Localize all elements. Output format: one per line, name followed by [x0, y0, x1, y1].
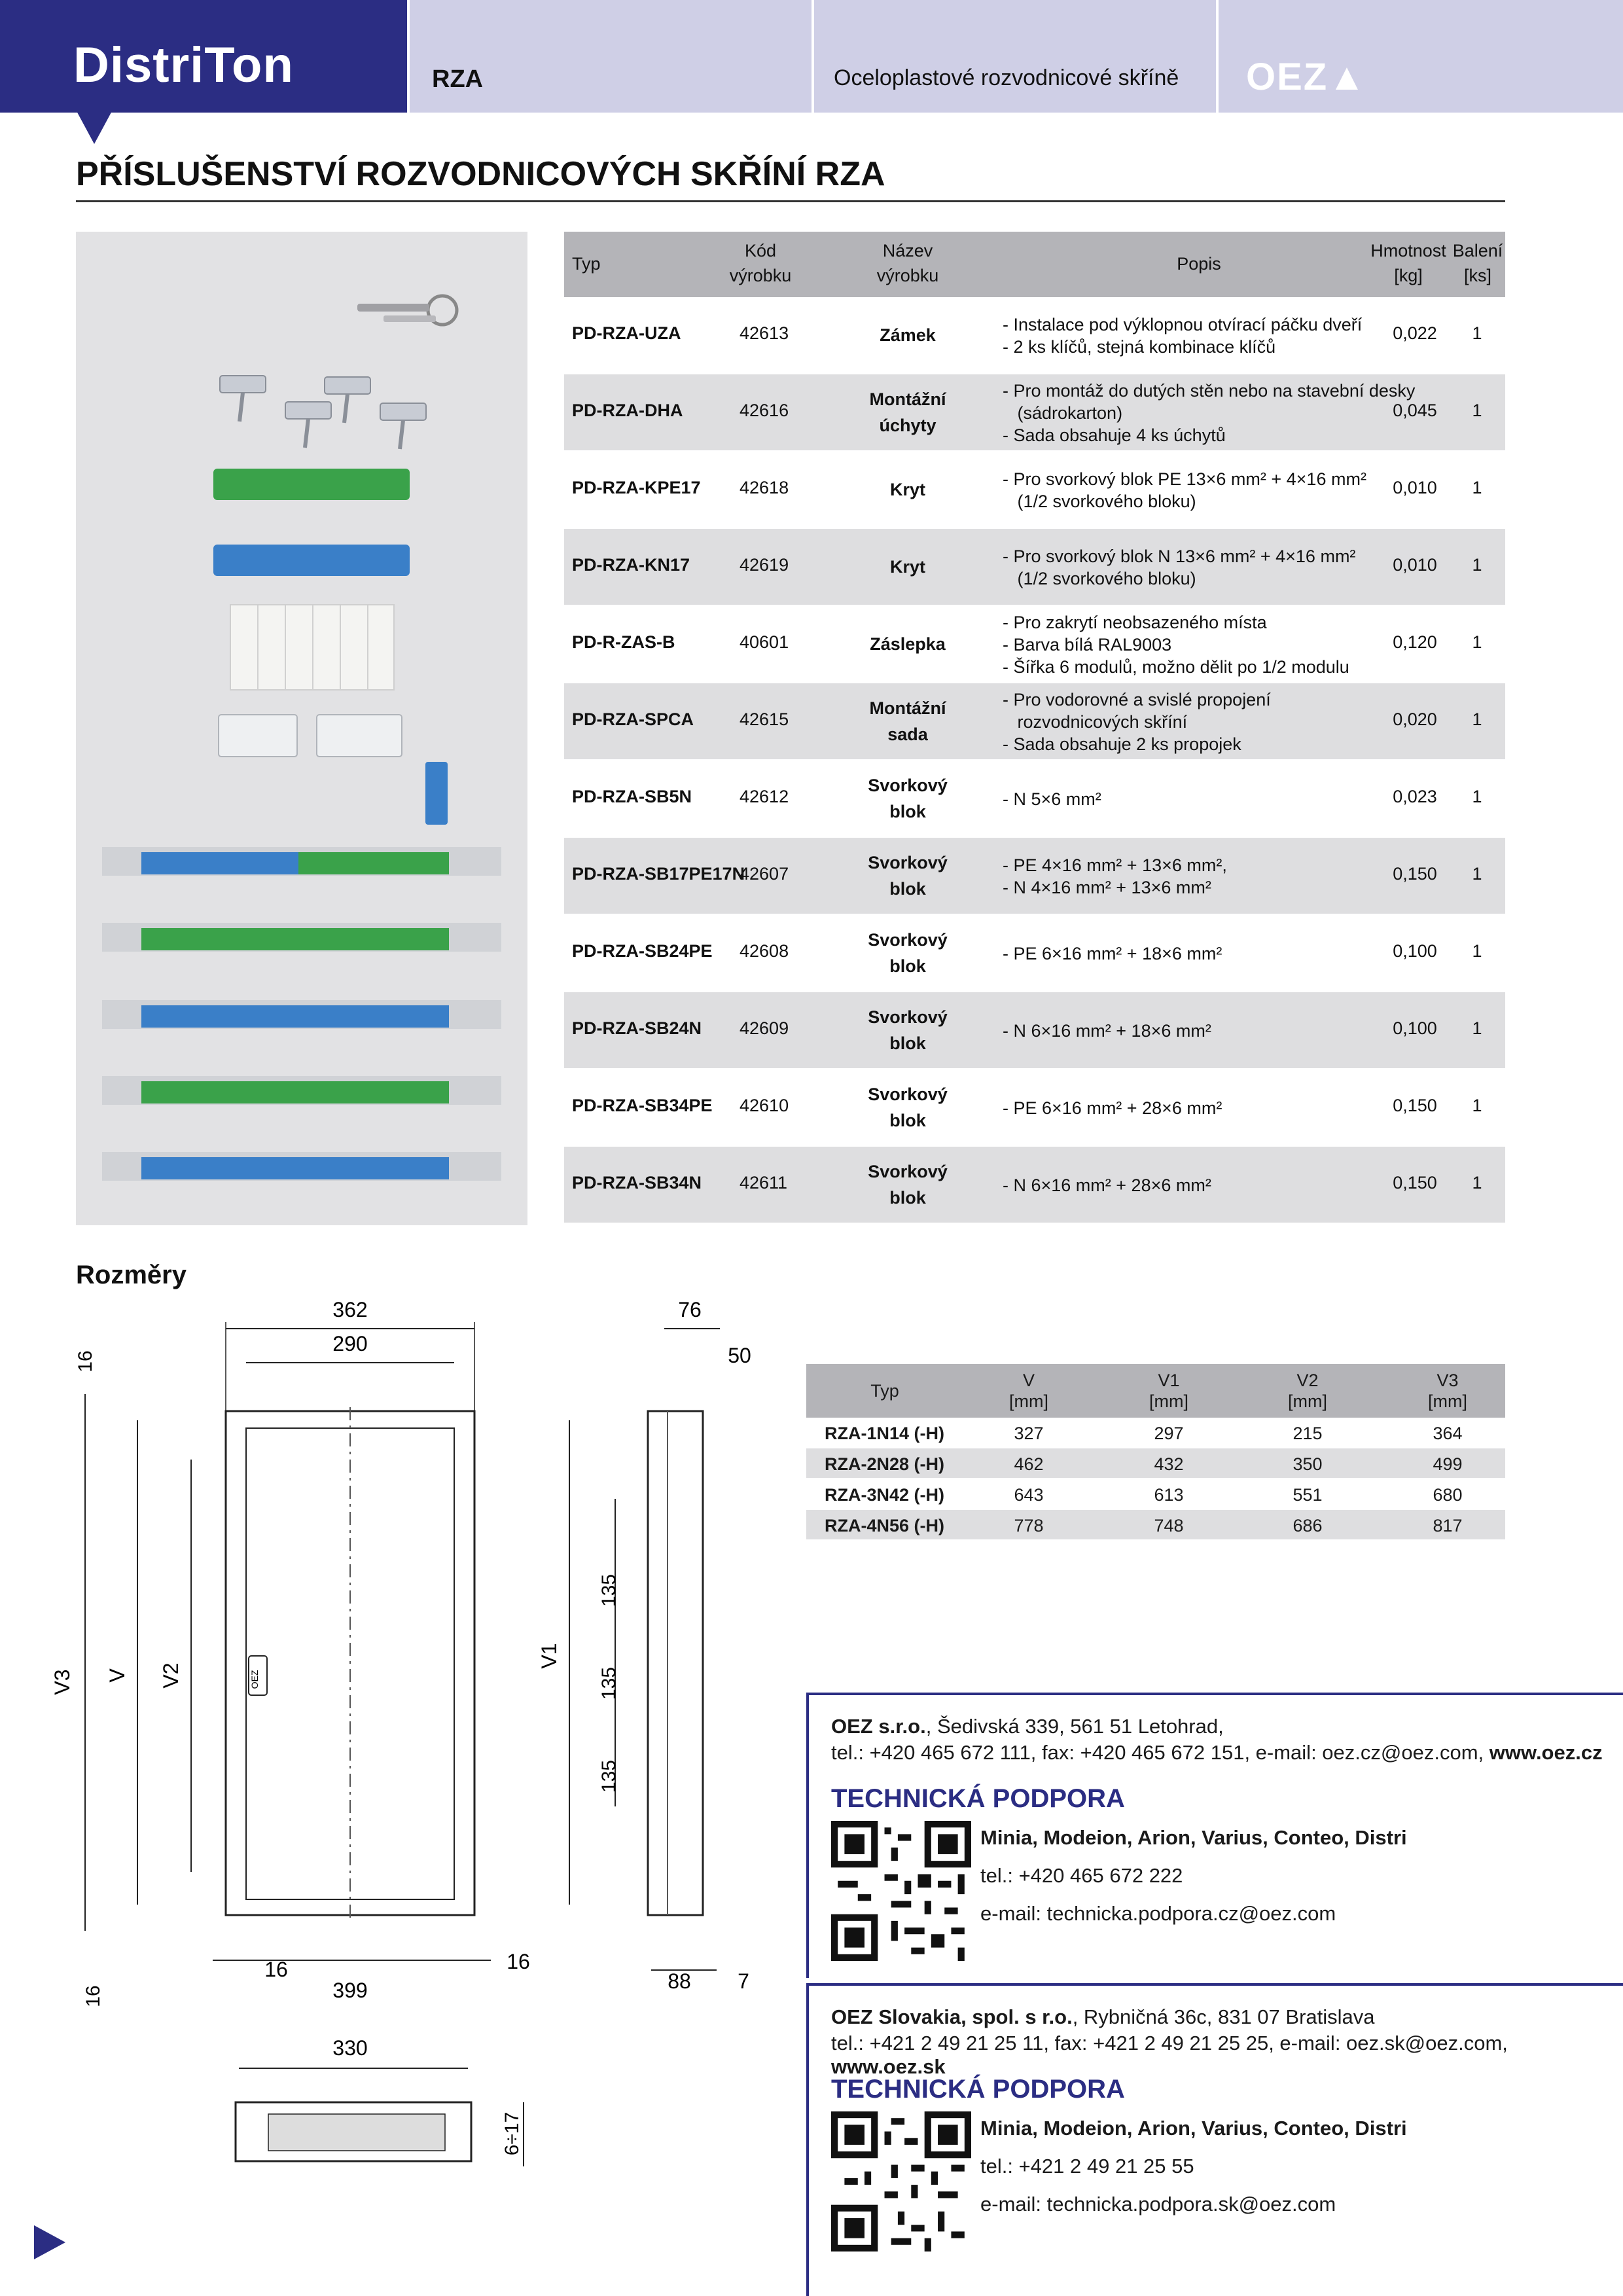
cell-kod: 40601 [740, 632, 789, 652]
header-series [410, 0, 812, 113]
cell-typ: PD-RZA-SB5N [572, 787, 692, 806]
popis-line: - Pro svorkový blok PE 13×6 mm² + 4×16 mm² [1003, 469, 1366, 489]
dimensions-table-header [806, 1364, 1505, 1418]
sk-contact-line: tel.: +421 2 49 21 25 11, fax: +421 2 49 21 25 25, e-mail: oez.sk@oez.com, [831, 2032, 1508, 2054]
dcol-v2: V2 [1296, 1371, 1319, 1390]
nazev-line: blok [889, 1033, 926, 1053]
table-row [564, 1147, 1505, 1224]
nazev-line: Svorkový [868, 1007, 948, 1027]
sk-address: , Rybničná 36c, 831 07 Bratislava [1072, 2005, 1375, 2028]
cell-typ: PD-RZA-SPCA [572, 709, 694, 729]
popis-line: - Sada obsahuje 2 ks propojek [1003, 734, 1241, 754]
dim-16-bottom: 16 [82, 1985, 104, 2007]
n5-block-icon [425, 762, 448, 825]
dim-cell-v: 643 [1014, 1485, 1044, 1505]
sk-support-email[interactable]: e-mail: technicka.podpora.sk@oez.com [980, 2193, 1336, 2215]
terminal-block-34pe-icon [102, 1076, 501, 1105]
cell-nazev [813, 476, 1003, 503]
table-row [564, 992, 1505, 1069]
dim-cell-v3: 817 [1433, 1516, 1463, 1535]
cell-typ: PD-RZA-SB34N [572, 1173, 702, 1193]
cz-web-link[interactable]: www.oez.cz [1489, 1741, 1603, 1764]
popis-line: - PE 6×16 mm² + 28×6 mm² [1003, 1098, 1222, 1118]
col-typ: Typ [572, 254, 601, 274]
cell-hmotnost: 0,023 [1393, 787, 1437, 806]
nazev-line: sada [887, 725, 928, 744]
cell-hmotnost: 0,100 [1393, 941, 1437, 961]
cell-baleni: 1 [1472, 941, 1482, 961]
cell-kod: 42610 [740, 1096, 789, 1115]
dcol-v: V [1022, 1371, 1035, 1390]
terminal-block-34n-icon [102, 1152, 501, 1181]
dcol-v3: V3 [1436, 1371, 1459, 1390]
dim-cell-v: 462 [1014, 1454, 1044, 1474]
cell-hmotnost: 0,150 [1393, 1173, 1437, 1193]
cell-typ: PD-RZA-DHA [572, 401, 683, 420]
cell-hmotnost: 0,010 [1393, 478, 1437, 497]
cell-popis [1003, 611, 1395, 678]
cell-baleni: 1 [1472, 478, 1482, 497]
cell-popis [1003, 1174, 1395, 1196]
nazev-line: Kryt [889, 557, 925, 577]
key-icon [357, 296, 457, 325]
popis-line: - 2 ks klíčů, stejná kombinace klíčů [1003, 337, 1276, 357]
popis-line: - Pro zakrytí neobsazeného místa [1003, 613, 1267, 632]
dim-135-b: 135 [598, 1666, 620, 1700]
popis-line: - Pro vodorovné a svislé propojení [1003, 690, 1271, 709]
cell-baleni: 1 [1472, 709, 1482, 729]
dcol-typ: Typ [870, 1381, 899, 1401]
popis-line: - Pro svorkový blok N 13×6 mm² + 4×16 mm² [1003, 547, 1356, 566]
dim-6-17: 6÷17 [501, 2111, 523, 2156]
product-photos [76, 232, 527, 1225]
mounting-clip-icon [220, 376, 426, 449]
cell-nazev [813, 386, 1003, 439]
dim-v: V [105, 1668, 129, 1683]
table-row [806, 1510, 1505, 1541]
cz-address: , Šedivská 339, 561 51 Letohrad, [925, 1715, 1224, 1738]
header-logo [1219, 0, 1623, 113]
cell-typ: PD-RZA-UZA [572, 323, 681, 343]
sk-company: OEZ Slovakia, spol. s r.o. [831, 2005, 1073, 2028]
cell-nazev [813, 554, 1003, 580]
popis-line: rozvodnicových skříní [1003, 712, 1188, 732]
cell-popis [1003, 854, 1395, 899]
series-label: RZA [432, 65, 484, 93]
qr-code-icon[interactable] [831, 1821, 971, 1961]
popis-line: - N 6×16 mm² + 18×6 mm² [1003, 1021, 1211, 1041]
dim-cell-typ: RZA-4N56 (-H) [825, 1516, 945, 1535]
cz-company: OEZ s.r.o. [831, 1715, 926, 1738]
cell-kod: 42616 [740, 401, 789, 420]
cell-baleni: 1 [1472, 1173, 1482, 1193]
dim-16-top: 16 [75, 1350, 96, 1372]
dim-76: 76 [678, 1298, 702, 1321]
dim-cell-v3: 499 [1433, 1454, 1463, 1474]
cell-typ: PD-RZA-KN17 [572, 555, 690, 575]
nazev-line: Záslepka [870, 634, 946, 654]
cell-kod: 42615 [740, 709, 789, 729]
cell-hmotnost: 0,120 [1393, 632, 1437, 652]
dim-cell-v3: 680 [1433, 1485, 1463, 1505]
col-nazev: Název výrobku [876, 241, 939, 285]
terminal-block-24pe-icon [102, 923, 501, 952]
popis-line: (1/2 svorkového bloku) [1003, 569, 1196, 588]
dim-330: 330 [332, 2036, 368, 2060]
dim-cell-v2: 215 [1293, 1424, 1323, 1443]
col-hmotnost: Hmotnost [kg] [1370, 241, 1446, 285]
popis-line: - PE 6×16 mm² + 18×6 mm² [1003, 944, 1222, 963]
cell-kod: 42613 [740, 323, 789, 343]
dcol-v1: V1 [1158, 1371, 1180, 1390]
terminal-block-24n-icon [102, 1000, 501, 1029]
nazev-line: Montážní [869, 698, 946, 718]
cell-baleni: 1 [1472, 864, 1482, 884]
accessories-table-header [564, 232, 1505, 297]
product-photos-illustration [76, 232, 527, 1225]
header-brand [0, 0, 407, 113]
cell-hmotnost: 0,150 [1393, 864, 1437, 884]
dim-cell-typ: RZA-1N14 (-H) [825, 1424, 945, 1443]
cell-kod: 42618 [740, 478, 789, 497]
dim-cell-typ: RZA-3N42 (-H) [825, 1485, 945, 1505]
table-row [806, 1479, 1505, 1510]
cell-popis [1003, 545, 1395, 590]
subtitle-label: Oceloplastové rozvodnicové skříně [834, 65, 1179, 90]
cz-support-title: TECHNICKÁ PODPORA [831, 1784, 1125, 1813]
popis-line: - Pro montáž do dutých stěn nebo na stavební desky [1003, 381, 1416, 401]
dim-v1: V1 [537, 1643, 561, 1669]
cell-typ: PD-RZA-KPE17 [572, 478, 701, 497]
dimension-drawing [39, 1283, 785, 2225]
n-cover-icon [213, 545, 410, 576]
nazev-line: blok [889, 802, 926, 821]
cell-hmotnost: 0,045 [1393, 401, 1437, 420]
dim-16-right: 16 [507, 1950, 530, 1973]
dimensions-rows [806, 1418, 1505, 1541]
cell-typ: PD-RZA-SB17PE17N [572, 864, 745, 884]
popis-line: - N 5×6 mm² [1003, 789, 1101, 809]
nazev-line: Zámek [880, 325, 936, 345]
cell-baleni: 1 [1472, 1096, 1482, 1115]
cell-nazev [813, 772, 1003, 825]
sk-support-title: TECHNICKÁ PODPORA [831, 2075, 1125, 2104]
table-row [564, 374, 1505, 452]
cell-nazev [813, 1004, 1003, 1056]
oez-logo: OEZ▲ [1246, 56, 1367, 98]
cell-nazev [813, 1081, 1003, 1134]
cell-popis [1003, 314, 1395, 358]
nazev-line: Montážní [869, 389, 946, 409]
popis-line: - N 4×16 mm² + 13×6 mm² [1003, 878, 1211, 897]
nazev-line: Svorkový [868, 1162, 948, 1181]
popis-line: - Sada obsahuje 4 ks úchytů [1003, 425, 1226, 445]
cell-nazev [813, 322, 1003, 348]
nazev-line: blok [889, 879, 926, 899]
cell-popis [1003, 689, 1395, 755]
cell-popis [1003, 788, 1395, 810]
popis-line: - N 6×16 mm² + 28×6 mm² [1003, 1175, 1211, 1195]
cell-typ: PD-RZA-SB34PE [572, 1096, 713, 1115]
dim-7: 7 [738, 1969, 749, 1993]
dim-cell-v1: 297 [1154, 1424, 1184, 1443]
dim-cell-v2: 551 [1293, 1485, 1323, 1505]
cell-nazev [813, 1158, 1003, 1211]
dcol-v3-unit: [mm] [1428, 1391, 1467, 1411]
table-row [564, 1069, 1505, 1147]
nazev-line: blok [889, 1111, 926, 1130]
accessories-table [564, 232, 1505, 1224]
cell-baleni: 1 [1472, 323, 1482, 343]
dcol-v2-unit: [mm] [1288, 1391, 1327, 1411]
cell-nazev [813, 850, 1003, 902]
contact-cz [806, 1693, 1623, 1978]
popis-line: - PE 4×16 mm² + 13×6 mm², [1003, 855, 1227, 875]
popis-line: - Barva bílá RAL9003 [1003, 635, 1172, 655]
nazev-line: blok [889, 956, 926, 976]
table-row [564, 606, 1505, 683]
cell-nazev [813, 631, 1003, 657]
nazev-line: blok [889, 1188, 926, 1208]
dim-362: 362 [332, 1298, 368, 1321]
col-baleni: Balení [ks] [1452, 241, 1503, 285]
cell-typ: PD-RZA-SB24PE [572, 941, 713, 961]
nazev-line: Kryt [889, 480, 925, 499]
nazev-line: Svorkový [868, 930, 948, 950]
col-popis: Popis [1177, 254, 1221, 274]
cell-popis [1003, 942, 1395, 965]
sk-web-link[interactable]: www.oez.sk [831, 2055, 946, 2078]
dim-cell-v1: 613 [1154, 1485, 1184, 1505]
table-row [564, 761, 1505, 838]
dim-50: 50 [728, 1344, 751, 1367]
table-row [564, 452, 1505, 529]
popis-line: - Šířka 6 modulů, možno dělit po 1/2 modulu [1003, 657, 1349, 677]
table-row [564, 915, 1505, 992]
cell-baleni: 1 [1472, 555, 1482, 575]
dim-cell-typ: RZA-2N28 (-H) [825, 1454, 945, 1474]
cell-nazev [813, 695, 1003, 747]
table-row [806, 1418, 1505, 1448]
dcol-v1-unit: [mm] [1149, 1391, 1188, 1411]
cell-kod: 42609 [740, 1018, 789, 1038]
dim-cell-v2: 350 [1293, 1454, 1323, 1474]
cell-hmotnost: 0,010 [1393, 555, 1437, 575]
popis-line: - Instalace pod výklopnou otvírací páčku dveří [1003, 315, 1363, 334]
popis-line: (sádrokarton) [1003, 403, 1123, 423]
page-title: PŘÍSLUŠENSTVÍ ROZVODNICOVÝCH SKŘÍNÍ RZA [76, 155, 885, 193]
contact-sk [806, 1983, 1623, 2296]
side-view [648, 1411, 703, 1915]
dim-cell-v: 327 [1014, 1424, 1044, 1443]
brand-name: DistriTon [73, 37, 294, 93]
cell-baleni: 1 [1472, 632, 1482, 652]
dim-cell-v1: 748 [1154, 1516, 1184, 1535]
cell-baleni: 1 [1472, 1018, 1482, 1038]
cz-support-email[interactable]: e-mail: technicka.podpora.cz@oez.com [980, 1902, 1336, 1925]
cell-popis [1003, 1020, 1395, 1042]
title-divider [76, 200, 1505, 202]
dim-135-a: 135 [598, 1573, 620, 1607]
popis-line: (1/2 svorkového bloku) [1003, 492, 1196, 511]
cell-kod: 42611 [740, 1173, 788, 1193]
dim-399: 399 [332, 1979, 368, 2002]
cell-popis [1003, 1097, 1395, 1119]
dim-290: 290 [332, 1332, 368, 1355]
col-kod: Kód výrobku [729, 241, 792, 285]
dimensions-table [806, 1364, 1505, 1541]
accessories-rows [564, 297, 1505, 1224]
page-corner-triangle-icon [34, 2225, 65, 2259]
cell-typ: PD-RZA-SB24N [572, 1018, 702, 1038]
nazev-line: Svorkový [868, 853, 948, 872]
dim-16-left: 16 [264, 1958, 288, 1981]
dim-v2: V2 [159, 1662, 183, 1689]
cell-hmotnost: 0,150 [1393, 1096, 1437, 1115]
table-row [564, 838, 1505, 915]
sk-support-tel[interactable]: tel.: +421 2 49 21 25 55 [980, 2155, 1194, 2178]
table-row [806, 1448, 1505, 1479]
nazev-line: Svorkový [868, 776, 948, 795]
connector-set-icon [219, 715, 402, 757]
nazev-line: úchyty [879, 416, 936, 435]
dim-88: 88 [668, 1969, 691, 1993]
cell-baleni: 1 [1472, 787, 1482, 806]
cell-typ: PD-R-ZAS-B [572, 632, 675, 652]
pe-cover-icon [213, 469, 410, 500]
qr-code-icon[interactable] [831, 2111, 971, 2251]
table-row [564, 529, 1505, 606]
dim-cell-v1: 432 [1154, 1454, 1184, 1474]
table-row [564, 683, 1505, 761]
table-row [564, 297, 1505, 374]
cz-contact-line: tel.: +420 465 672 111, fax: +420 465 672 151, e-mail: oez.cz@oez.com, [831, 1741, 1489, 1764]
cell-baleni: 1 [1472, 401, 1482, 420]
dim-135-c: 135 [598, 1759, 620, 1793]
dimensions-title: Rozměry [76, 1261, 187, 1289]
cell-nazev [813, 927, 1003, 979]
cz-support-products: Minia, Modeion, Arion, Varius, Conteo, Distri [980, 1826, 1407, 1849]
cell-popis [1003, 468, 1395, 512]
terminal-block-17pe17n-icon [102, 847, 501, 876]
cz-support-tel[interactable]: tel.: +420 465 672 222 [980, 1864, 1183, 1887]
dim-cell-v2: 686 [1293, 1516, 1323, 1535]
dcol-v-unit: [mm] [1009, 1391, 1048, 1411]
dim-cell-v3: 364 [1433, 1424, 1463, 1443]
nazev-line: Svorkový [868, 1085, 948, 1104]
cell-kod: 42619 [740, 555, 789, 575]
cell-hmotnost: 0,020 [1393, 709, 1437, 729]
dim-cell-v: 778 [1014, 1516, 1044, 1535]
dim-v3: V3 [50, 1669, 74, 1695]
cell-kod: 42612 [740, 787, 789, 806]
sk-support-products: Minia, Modeion, Arion, Varius, Conteo, Distri [980, 2117, 1407, 2140]
cell-hmotnost: 0,022 [1393, 323, 1437, 343]
cell-hmotnost: 0,100 [1393, 1018, 1437, 1038]
header-subtitle [814, 0, 1216, 113]
brand-triangle-icon [76, 110, 113, 144]
lock-label: OEZ [249, 1670, 260, 1689]
cell-kod: 42607 [740, 864, 789, 884]
cell-kod: 42608 [740, 941, 789, 961]
